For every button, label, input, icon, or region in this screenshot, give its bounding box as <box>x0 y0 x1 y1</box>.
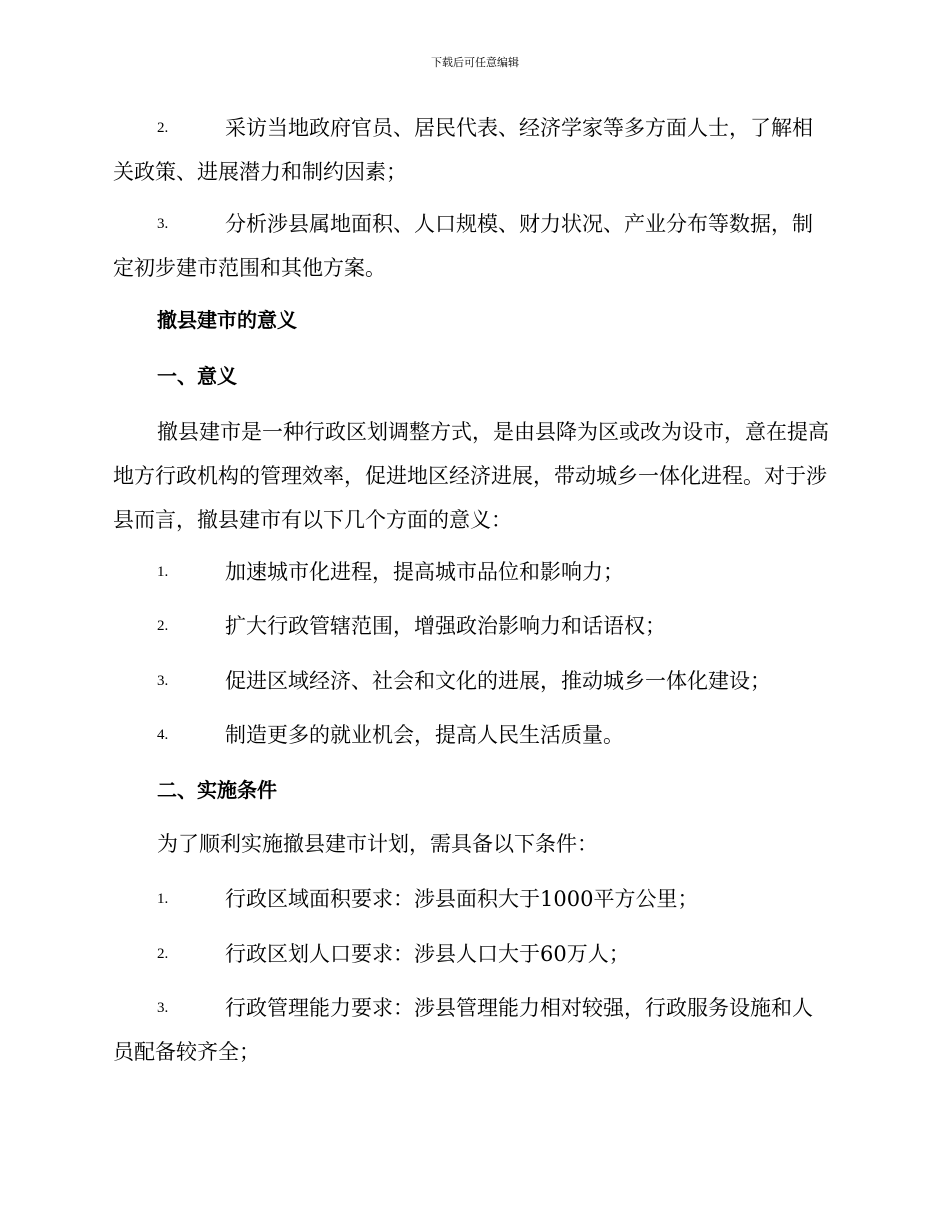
list-text: 加速城市化进程，提高城市品位和影响力； <box>225 560 624 584</box>
list-text: 扩大行政管辖范围，增强政治影响力和话语权； <box>225 614 666 638</box>
list-text: 行政区域面积要求：涉县面积大于1000平方公里； <box>225 887 699 911</box>
list-number: 1. <box>157 891 169 907</box>
list-text: 行政区划人口要求：涉县人口大于60万人； <box>225 942 630 966</box>
list-text: 采访当地政府官员、居民代表、经济学家等多方面人士，了解相关政策、进展潜力和制约因素； <box>113 116 813 184</box>
list-text: 行政管理能力要求：涉县管理能力相对较强，行政服务设施和人员配备较齐全； <box>113 996 813 1064</box>
list-item <box>113 986 833 1074</box>
section-heading: 二、实施条件 <box>157 778 277 802</box>
list-item <box>113 713 833 757</box>
list-number: 1. <box>157 564 169 580</box>
list-item <box>113 932 833 976</box>
list-item <box>113 604 833 648</box>
list-text: 分析涉县属地面积、人口规模、财力状况、产业分布等数据，制定初步建市范围和其他方案。 <box>113 212 813 280</box>
list-number: 3. <box>157 673 169 689</box>
list-item <box>113 659 833 703</box>
section-title: 撤县建市的意义 <box>157 308 297 332</box>
paragraph: 为了顺利实施撤县建市计划，需具备以下条件： <box>157 832 598 856</box>
list-number: 2. <box>157 120 169 136</box>
list-item <box>113 106 833 194</box>
list-item <box>113 877 833 921</box>
list-number: 3. <box>157 1000 169 1016</box>
list-number: 2. <box>157 618 169 634</box>
list-text: 制造更多的就业机会，提高人民生活质量。 <box>225 723 624 747</box>
list-text: 促进区域经济、社会和文化的进展，推动城乡一体化建设； <box>225 669 771 693</box>
section-heading: 一、意义 <box>157 364 237 388</box>
list-number: 4. <box>157 727 169 743</box>
list-number: 3. <box>157 216 169 232</box>
list-item <box>113 202 833 290</box>
page-header: 下载后可任意编辑 <box>431 56 519 69</box>
list-number: 2. <box>157 946 169 962</box>
list-item <box>113 550 833 594</box>
paragraph: 撤县建市是一种行政区划调整方式，是由县降为区或改为设市，意在提高地方行政机构的管理效率，促进地区经济进展，带动城乡一体化进程。对于涉县而言，撤县建市有以下几个方面的意义： <box>113 420 829 532</box>
